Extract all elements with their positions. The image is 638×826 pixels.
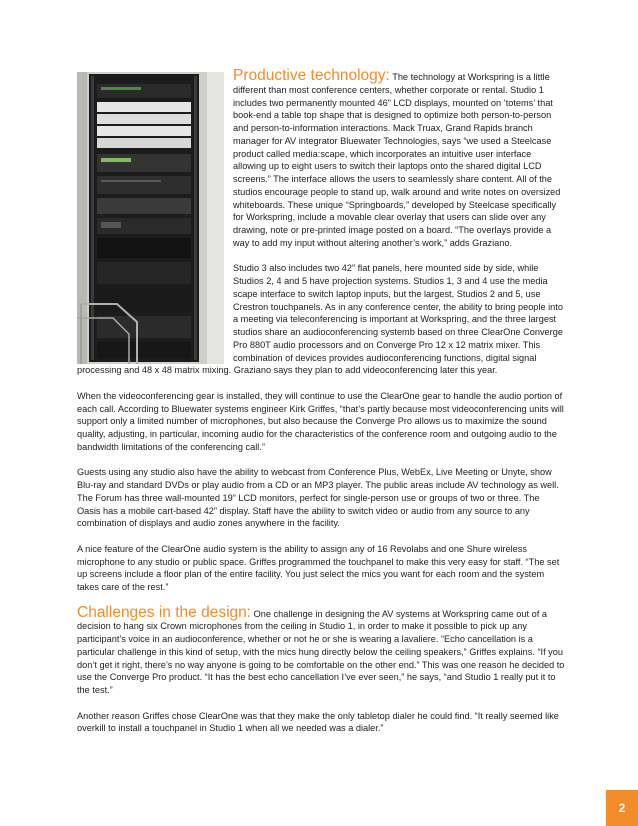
paragraph-text: The technology at Workspring is a little different than most conference centers, whether corporate or rental. Studio 1 includes two permanently mounted 46” LCD displays, mounted on ‘totems’ that book-end a table top shape that is designed to optimize both person-to-person and person-to-information interactions. Mack Truax, Grand Rapids branch manager for AV integrator Bluewater Technologies, says “we used a Steelcase product called media:scape, which incorporates an intuitive user interface allowing up to eight users to switch their laptops onto the shared digital LCD screens.” The interface allows the users to seamlessly share content. All of the studios encourage people to stand up, walk around and write notes on oversized whiteboards. These unique “Springboards,” developed by Steelcase specifically for Workspring, include a movable clear overlay that users can slide over any drawing, note or pre-printed image posted on a board. “The overlays provide a way to add my input without altering another’s work,” adds Graziano. bbox=[233, 72, 561, 248]
page-number-badge: 2 bbox=[606, 790, 638, 826]
photo-spacer bbox=[77, 70, 233, 358]
paragraph-challenges bbox=[77, 603, 565, 697]
paragraph-clearone-feature: A nice feature of the ClearOne audio system is the ability to assign any of 16 Revolabs and one Shure wireless microphone to any studio or public space. Griffes programmed the touchpanel to make this very easy for staff. “The set up screens include a floor plan of the entire facility. You just select the mics you want for each room and the system takes care of the rest.” bbox=[77, 543, 560, 592]
heading-productive-technology: Productive technology: bbox=[233, 67, 390, 84]
paragraph-guests: Guests using any studio also have the ability to webcast from Conference Plus, WebEx, Live Meeting or Unyte, show Blu-ray and standard DVDs or play audio from a CD or an MP3 player. The public areas include AV technology as well. The Forum has three wall-mounted 19” LCD monitors, perfect for single-person use or groups of two or three. The Oasis has a mobile cart-based 42” display. Staff have the ability to switch video or audio from any source to any combination of displays and audio zones anywhere in the facility. bbox=[77, 467, 559, 529]
paragraph-videoconferencing: When the videoconferencing gear is installed, they will continue to use the ClearOne gear to handle the audio portion of each call. According to Bluewater systems engineer Kirk Griffes, “that’s partly because most videoconferencing units will support only a limited number of microphones, but also because the Converge Pro allows us to maximize the sound quality, adjusting, in particular, incoming audio for the characteristics of the conference room and outgoing audio to the bandwidth limitations of the conferencing call.” bbox=[77, 390, 564, 452]
article-body bbox=[77, 67, 565, 748]
paragraph-tabletop-dialer: Another reason Griffes chose ClearOne was that they make the only tabletop dialer he could find. “It really seemed like overkill to install a touchpanel in Studio 1 when all we needed was a dialer.” bbox=[77, 710, 559, 734]
paragraph-studio-3: Studio 3 also includes two 42” flat panels, here mounted side by side, while Studios 2, 4 and 5 have projection systems. Studios 1, 3 and 4 use the media scape interface to switch laptop inputs, but the largest, Studios 2 and 5, use Crestron touchpanels. As in any conference center, the ability to bring people into a meeting via teleconferencing is important at Workspring, and the three largest studios share an audioconferencing systemb based on three ClearOne Converge Pro 880T audio processors and on Converge Pro 12 x 12 matrix mixer. This combination of devices provides audioconferencing functions, digital signal processing and 48 x 48 matrix mixing. Graziano says they plan to add videoconferencing later this year. bbox=[77, 263, 563, 376]
paragraph-text: One challenge in designing the AV systems at Workspring came out of a decision to hang six Crown microphones from the ceiling in Studio 1, in order to make it possible to pick up any participant’s voice in an audioconference, whether or not he or she is wearing a lavaliere. “Echo cancellation is a particular challenge in this kind of setup, with the mics hung directly below the ceiling speakers,” Griffes explains. “If you don’t get it right, there’s no way anyone is going to be comfortable on the other end.” This was one reason he decided to use the Converge Pro product. “It has the best echo cancellation I’ve ever seen,” he says, “and Studio 1 really put it to the test.” bbox=[77, 608, 565, 695]
heading-challenges: Challenges in the design: bbox=[77, 603, 252, 621]
